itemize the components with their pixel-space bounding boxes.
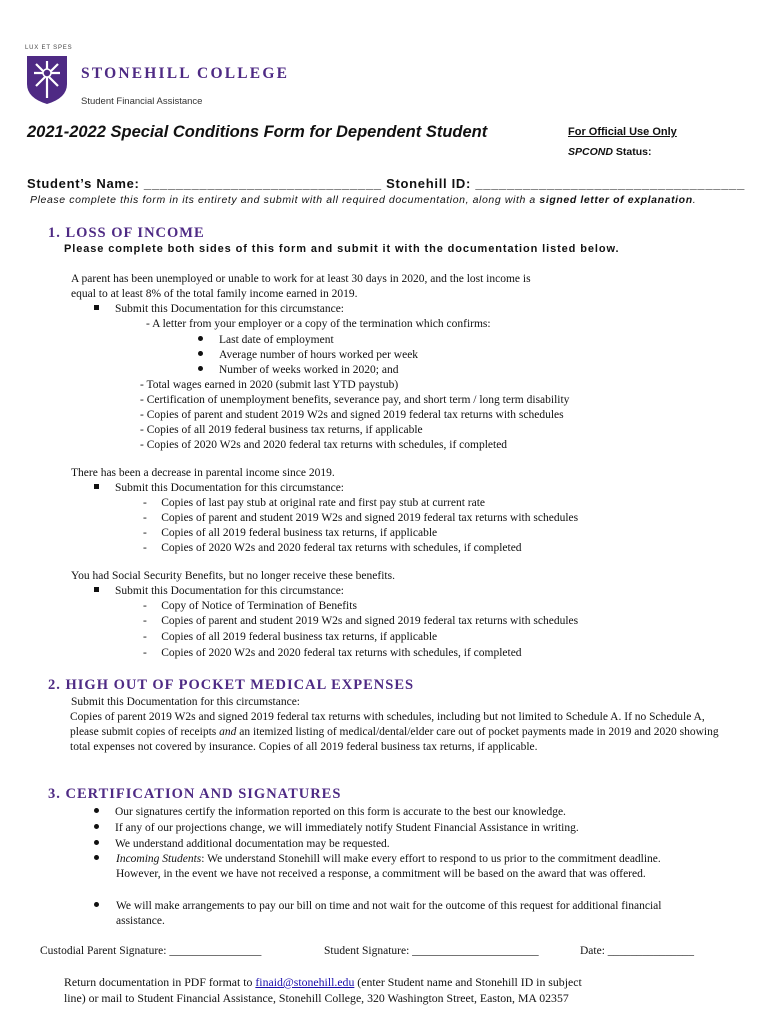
- bullet-text: We understand additional documentation may be requested.: [115, 838, 390, 850]
- section2-italic: and: [219, 726, 237, 739]
- stonehill-id-label: Stonehill ID:: [386, 176, 472, 191]
- spcond-label: SPCOND: [568, 146, 613, 158]
- case1-submit: [94, 302, 344, 317]
- case1-item-4: - Copies of all 2019 federal business tax returns, if applicable: [140, 424, 423, 436]
- bullet-icon: [198, 366, 203, 371]
- case3-line1: You had Social Security Benefits, but no longer receive these benefits.: [71, 570, 395, 582]
- section3-title: 3. CERTIFICATION AND SIGNATURES: [48, 786, 342, 802]
- bullet-icon: [94, 808, 99, 813]
- footer-line2: line) or mail to Student Financial Assistance, Stonehill College, 320 Washington Street, Easton, MA 02357: [64, 991, 569, 1005]
- section2-title: 2. HIGH OUT OF POCKET MEDICAL EXPENSES: [48, 677, 415, 693]
- college-name: STONEHILL COLLEGE: [81, 65, 290, 82]
- student-name-label: Student’s Name:: [27, 176, 140, 191]
- spcond-status-label: [568, 146, 651, 158]
- footer-pre: Return documentation in PDF format to: [64, 975, 256, 989]
- bullet-text: : We understand Stonehill will make every effort to respond to us prior to the commitment deadline. However, in the event we have not received a response, a commitment will be based on the award that was offered.: [116, 853, 661, 881]
- square-bullet-icon: [94, 484, 99, 489]
- case2-item-3: - Copies of all 2019 federal business tax returns, if applicable: [143, 527, 438, 539]
- case3-item-2: - Copies of parent and student 2019 W2s and signed 2019 federal tax returns with schedules: [143, 615, 579, 627]
- cert-bullet-1: [94, 805, 566, 820]
- case3-item-1: - Copy of Notice of Termination of Benefits: [143, 600, 357, 612]
- section1-instruction: Please complete both sides of this form and submit it with the documentation listed below.: [64, 243, 620, 255]
- logo-motto: LUX ET SPES: [25, 45, 73, 51]
- bullet-text: Number of weeks worked in 2020; and: [219, 364, 399, 376]
- student-name-field[interactable]: ______________________________: [139, 176, 387, 191]
- cert-bullet-3: [94, 837, 390, 852]
- date-field[interactable]: Date: _______________: [580, 945, 695, 957]
- section2-paragraph: [70, 710, 734, 756]
- college-logo: [25, 45, 290, 107]
- intro-paragraph: [30, 193, 710, 207]
- square-bullet-icon: [94, 587, 99, 592]
- case3-submit-text: Submit this Documentation for this circumstance:: [115, 585, 345, 597]
- bullet-icon: [94, 855, 99, 860]
- bullet-text: Our signatures certify the information reported on this form is accurate to the best our knowledge.: [115, 806, 566, 818]
- bullet-text: Average number of hours worked per week: [219, 349, 419, 361]
- case1-item-5: - Copies of 2020 W2s and 2020 federal tax returns with schedules, if completed: [140, 439, 508, 451]
- footer-post: (enter Student name and Stonehill ID in subject: [354, 975, 582, 989]
- cert-bullet-4: [94, 852, 115, 867]
- section1-title: 1. LOSS OF INCOME: [48, 225, 205, 241]
- section2-text: Copies of parent 2019 W2s and signed 2019 federal tax returns with schedules, including but not limited to Schedule A. If no Schedule A, please submit copies of receipts: [70, 711, 705, 739]
- cert-bullet-4-text: [116, 852, 676, 882]
- bullet-icon: [94, 824, 99, 829]
- incoming-students-label: Incoming Students: [116, 853, 202, 865]
- case2-item-1: - Copies of last pay stub at original rate and first pay stub at current rate: [143, 497, 486, 509]
- footer-line1: [64, 975, 582, 990]
- custodial-signature-field[interactable]: Custodial Parent Signature: ________________: [40, 945, 262, 957]
- form-title: 2021-2022 Special Conditions Form for Dependent Student: [27, 123, 488, 141]
- case1-submit-text: Submit this Documentation for this circumstance:: [115, 303, 345, 315]
- section2-submit: Submit this Documentation for this circumstance:: [71, 696, 301, 708]
- case2-item-4: - Copies of 2020 W2s and 2020 federal tax returns with schedules, if completed: [143, 542, 522, 554]
- intro-bold: signed letter of explanation: [539, 194, 693, 206]
- case3-item-4: - Copies of 2020 W2s and 2020 federal tax returns with schedules, if completed: [143, 647, 522, 659]
- bullet-icon: [198, 336, 203, 341]
- section2-text-end: an itemized listing of medical/dental/elder care out of pocket payments made in 2019 and 2020 showing total expenses not covered by insurance. Copies of all 2019 federal business tax returns, if applicable.: [70, 726, 719, 754]
- bullet-icon: [94, 840, 99, 845]
- crest-icon: [25, 54, 69, 106]
- case1-item-3: - Copies of parent and student 2019 W2s and signed 2019 federal tax returns with schedules: [140, 409, 564, 421]
- case3-submit: [94, 584, 344, 599]
- status-label: Status:: [612, 146, 652, 158]
- stonehill-id-field[interactable]: __________________________________: [471, 176, 745, 191]
- bullet-text: If any of our projections change, we will immediately notify Student Financial Assistance in writing.: [115, 822, 579, 834]
- case2-submit-text: Submit this Documentation for this circumstance:: [115, 482, 345, 494]
- bullet-icon: [94, 902, 99, 907]
- cert-bullet-5: [94, 899, 115, 914]
- student-info-line: [27, 176, 745, 191]
- cert-bullet-5-text: We will make arrangements to pay our bill on time and not wait for the outcome of this request for additional financial assistance.: [116, 900, 662, 928]
- intro-text: Please complete this form in its entirety and submit with all required documentation, along with a: [30, 194, 540, 206]
- case3-item-3: - Copies of all 2019 federal business tax returns, if applicable: [143, 631, 438, 643]
- department-name: Student Financial Assistance: [81, 96, 203, 107]
- case1-letter: - A letter from your employer or a copy of the termination which confirms:: [146, 318, 491, 330]
- case2-item-2: - Copies of parent and student 2019 W2s and signed 2019 federal tax returns with schedules: [143, 512, 579, 524]
- student-signature-field[interactable]: Student Signature: ______________________: [324, 945, 539, 957]
- square-bullet-icon: [94, 305, 99, 310]
- case1-bullet-1: [198, 333, 334, 348]
- case1-line2: equal to at least 8% of the total family income earned in 2019.: [71, 288, 358, 300]
- cert-bullet-2: [94, 821, 579, 836]
- case1-line1: A parent has been unemployed or unable to work for at least 30 days in 2020, and the lost income is: [71, 273, 531, 285]
- bullet-text: Last date of employment: [219, 334, 334, 346]
- case2-line1: There has been a decrease in parental income since 2019.: [71, 467, 335, 479]
- case1-item-1: - Total wages earned in 2020 (submit last YTD paystub): [140, 379, 399, 391]
- email-link[interactable]: finaid@stonehill.edu: [255, 975, 355, 989]
- official-use-label: For Official Use Only: [568, 126, 677, 138]
- intro-end: .: [692, 194, 697, 206]
- bullet-icon: [198, 351, 203, 356]
- case1-item-2: - Certification of unemployment benefits, severance pay, and short term / long term disability: [140, 394, 570, 406]
- case1-bullet-2: [198, 348, 418, 363]
- case2-submit: [94, 481, 344, 496]
- case1-bullet-3: [198, 363, 399, 378]
